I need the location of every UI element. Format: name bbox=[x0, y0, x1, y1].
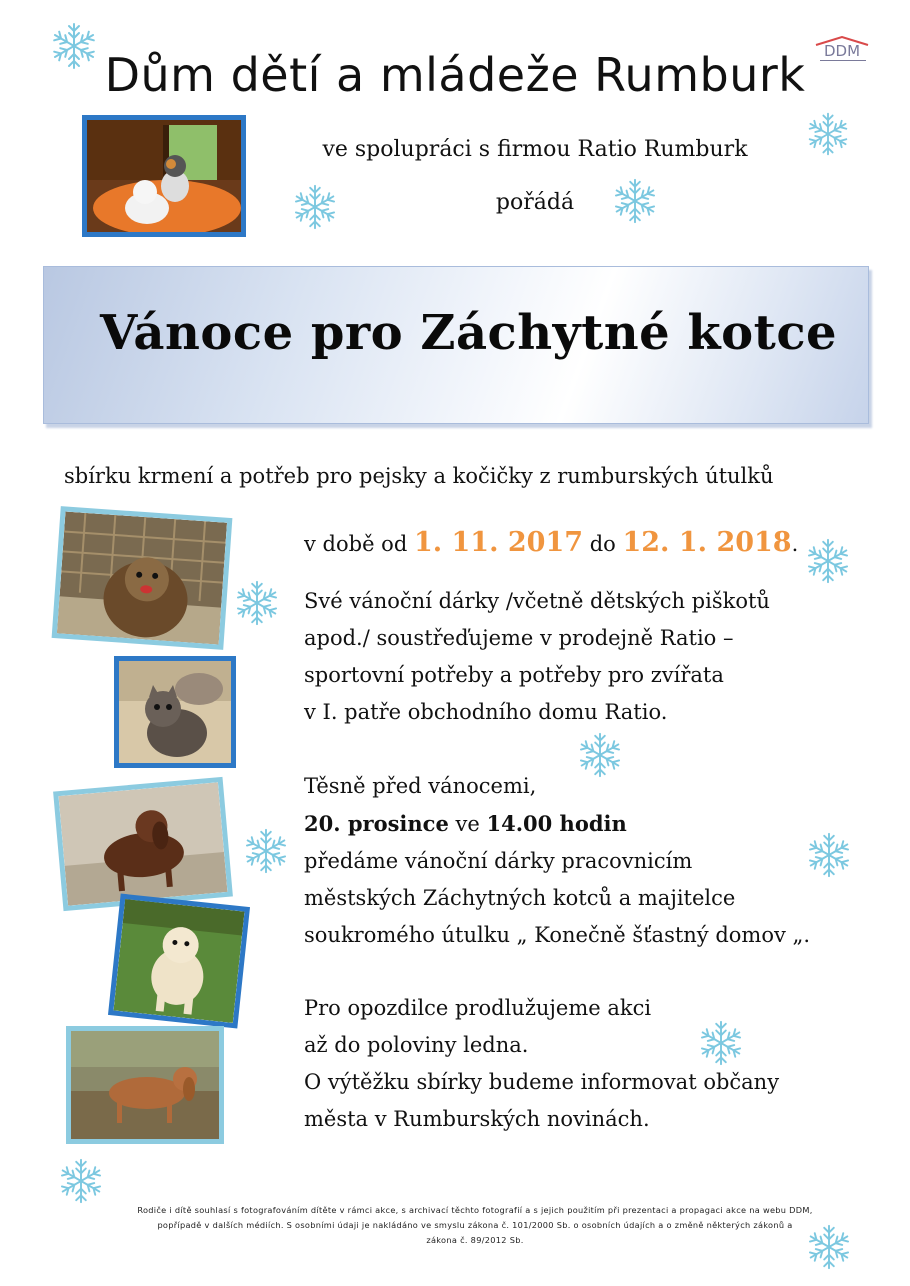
subtitle-organizes: pořádá bbox=[495, 190, 575, 215]
collection-intro: sbírku krmení a potřeb pro pejsky a kočičky z rumburských útulků bbox=[64, 464, 774, 488]
paragraph-line: až do poloviny ledna. bbox=[304, 1033, 529, 1057]
logo-text: DDM bbox=[824, 42, 861, 60]
paragraph-line: města v Rumburských novinách. bbox=[304, 1107, 650, 1131]
paragraph-collection-point bbox=[304, 583, 770, 731]
handover-mid: ve bbox=[448, 812, 487, 836]
consent-line: zákona č. 89/2012 Sb. bbox=[426, 1235, 524, 1245]
subtitle-cooperation: ve spolupráci s firmou Ratio Rumburk bbox=[322, 137, 748, 162]
paragraph-line: Své vánoční dárky /včetně dětských piškotů bbox=[304, 589, 770, 613]
photo-dog-spaniel-dark bbox=[53, 777, 233, 911]
paragraph-line: soukromého útulku „ Konečně šťastný domov „. bbox=[304, 923, 811, 947]
photo-dog-terrier bbox=[52, 506, 233, 650]
collection-dates bbox=[304, 524, 798, 563]
paragraph-extension bbox=[304, 990, 779, 1138]
paragraph-line: Pro opozdilce prodlužujeme akci bbox=[304, 996, 652, 1020]
snowflake-icon bbox=[803, 536, 853, 586]
paragraph-line: městských Záchytných kotců a majitelce bbox=[304, 886, 736, 910]
handover-time: 14.00 hodin bbox=[486, 811, 627, 836]
snowflake-icon bbox=[56, 1156, 106, 1206]
paragraph-line: O výtěžku sbírky budeme informovat občany bbox=[304, 1070, 780, 1094]
photo-dog-poodle bbox=[108, 894, 250, 1029]
date-from: 1. 11. 2017 bbox=[413, 527, 584, 558]
snowflake-icon bbox=[241, 826, 291, 876]
photo-dog-setter bbox=[66, 1026, 224, 1144]
date-to: 12. 1. 2018 bbox=[622, 527, 792, 558]
dates-prefix: v době od bbox=[304, 532, 414, 556]
dates-middle: do bbox=[583, 532, 623, 556]
paragraph-line: Těsně před vánocemi, bbox=[304, 774, 537, 798]
paragraph-line: sportovní potřeby a potřeby pro zvířata bbox=[304, 663, 724, 687]
consent-line: popřípadě v dalších médiích. S osobními údaji je nakládáno ve smyslu zákona č. 101/2000 Sb. o osobních údajích a o změně některých zákonů a bbox=[157, 1220, 793, 1230]
paragraph-handover bbox=[304, 768, 810, 954]
paragraph-line: v I. patře obchodního domu Ratio. bbox=[304, 700, 668, 724]
event-title: Vánoce pro Záchytné kotce bbox=[100, 305, 838, 361]
handover-date: 20. prosince bbox=[304, 811, 449, 836]
event-banner bbox=[43, 266, 869, 424]
snowflake-icon bbox=[232, 578, 282, 628]
dates-suffix: . bbox=[791, 532, 799, 556]
paragraph-line: předáme vánoční dárky pracovnicím bbox=[304, 849, 693, 873]
snowflake-icon bbox=[804, 830, 854, 880]
consent-line: Rodiče i dítě souhlasí s fotografováním dítěte v rámci akce, s archivací těchto fotografií a s jejich použitím při prezentaci a propagaci akce na webu DDM, bbox=[137, 1205, 813, 1215]
photo-kittens bbox=[82, 115, 246, 237]
ddm-logo bbox=[814, 36, 870, 66]
consent-notice bbox=[80, 1203, 870, 1248]
paragraph-line: apod./ soustřeďujeme v prodejně Ratio – bbox=[304, 626, 734, 650]
photo-kitten-tabby bbox=[114, 656, 236, 768]
handover-datetime bbox=[304, 805, 810, 843]
page-title: Dům dětí a mládeže Rumburk bbox=[104, 48, 806, 102]
